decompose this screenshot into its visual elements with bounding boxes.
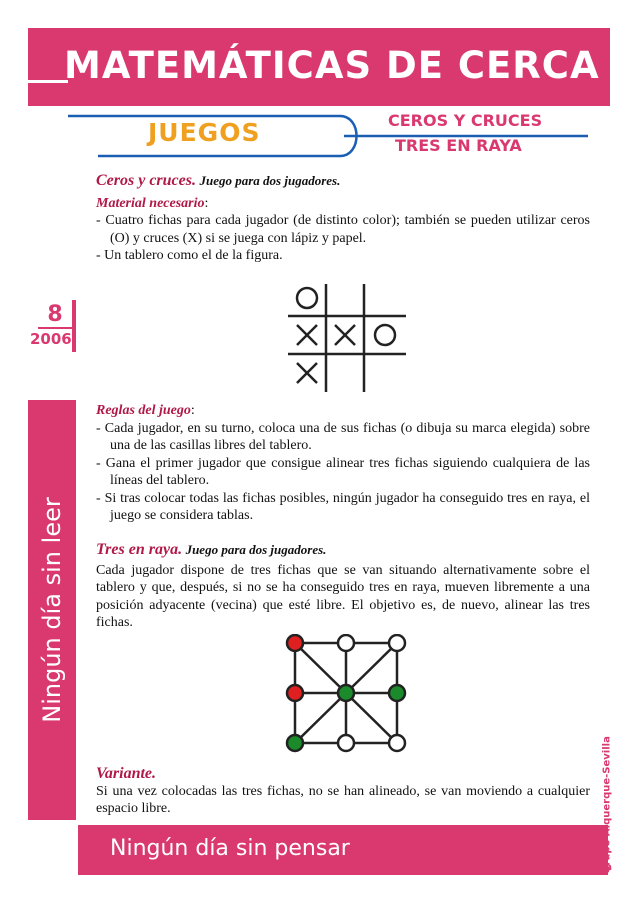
zero-mark [375, 325, 395, 345]
material-heading: Material necesario: [96, 195, 209, 211]
rules-label: Reglas del juego [96, 403, 191, 418]
cross-mark [297, 363, 317, 383]
empty-node [338, 735, 354, 751]
zero-mark [297, 288, 317, 308]
rules-item: - Cada jugador, en su turno, coloca una de sus fichas (o dibuja su marca elegida) sobre una de las casillas libres del tablero. [96, 420, 590, 453]
section-subtitle: Juego para dos jugadores [185, 542, 324, 557]
section-variante [96, 765, 590, 818]
green-piece [389, 685, 405, 701]
banner-game-ceros-y-cruces: CEROS Y CRUCES [388, 111, 543, 130]
header-underline [28, 80, 68, 83]
cross-mark [335, 325, 355, 345]
section-heading [96, 172, 590, 191]
cross-mark [297, 325, 317, 345]
side-motto-text: Ningún día sin leer [38, 497, 66, 723]
issue-rule [72, 300, 76, 352]
issue-year: 2006 [30, 330, 72, 348]
red-piece [287, 685, 303, 701]
rules-heading: Reglas del juego: [96, 403, 195, 418]
section-title: Variante. [96, 765, 157, 782]
section-body: Si una vez colocadas las tres fichas, no se han alineado, se van moviendo a cualquier espacio libre. [96, 783, 590, 816]
material-item: - Cuatro fichas para cada jugador (de distinto color); también se pueden utilizar ceros (O) y cruces (X) si se juega con lápiz y papel. [96, 213, 590, 246]
tres-en-raya-board [284, 634, 408, 754]
section-ceros-y-cruces [96, 172, 590, 265]
material-item: - Un tablero como el de la figura. [96, 248, 283, 263]
green-piece [338, 685, 354, 701]
section-heading [96, 541, 590, 560]
footer-motto: Ningún día sin pensar [110, 836, 350, 861]
section-tres-en-raya [96, 541, 590, 632]
section-body: Cada jugador dispone de tres fichas que se van situando alternativamente sobre el tablero y que, después, si no se ha conseguido tres en raya, mueven libremente a una posición adyacente (vecina) que esté libre. El objetivo es, de nuevo, alinear las tres fichas. [96, 562, 590, 630]
rules-section [96, 402, 590, 525]
credit-group-text: Grupo Alquerque-Sevilla [601, 736, 613, 874]
page-title: MATEMÁTICAS DE CERCA [64, 44, 600, 87]
section-title: Tres en raya. [96, 541, 183, 558]
rules-item: - Si tras colocar todas las fichas posibles, ningún jugador ha conseguido tres en raya, el juego se considera tablas. [96, 490, 590, 523]
section-subtitle-end: . [323, 542, 327, 557]
tic-tac-toe-board [286, 282, 408, 394]
material-label: Material necesario [96, 195, 205, 211]
rules-item: - Gana el primer jugador que consigue alinear tres fichas siguiendo cualquiera de las líneas del tablero. [96, 455, 590, 488]
empty-node [338, 635, 354, 651]
empty-node [389, 635, 405, 651]
section-subtitle-end: . [337, 173, 341, 188]
credit-cep: CEP Castilleja [535, 862, 613, 873]
empty-node [389, 735, 405, 751]
section-subtitle: Juego para dos jugadores [199, 173, 338, 188]
red-piece [287, 635, 303, 651]
issue-number: 8 [47, 302, 63, 327]
banner-game-tres-en-raya: TRES EN RAYA [395, 136, 522, 155]
section-title: Ceros y cruces. [96, 172, 196, 189]
credit-group [596, 736, 618, 874]
section-banner-juegos: JUEGOS [148, 118, 261, 147]
green-piece [287, 735, 303, 751]
side-motto [28, 400, 76, 820]
